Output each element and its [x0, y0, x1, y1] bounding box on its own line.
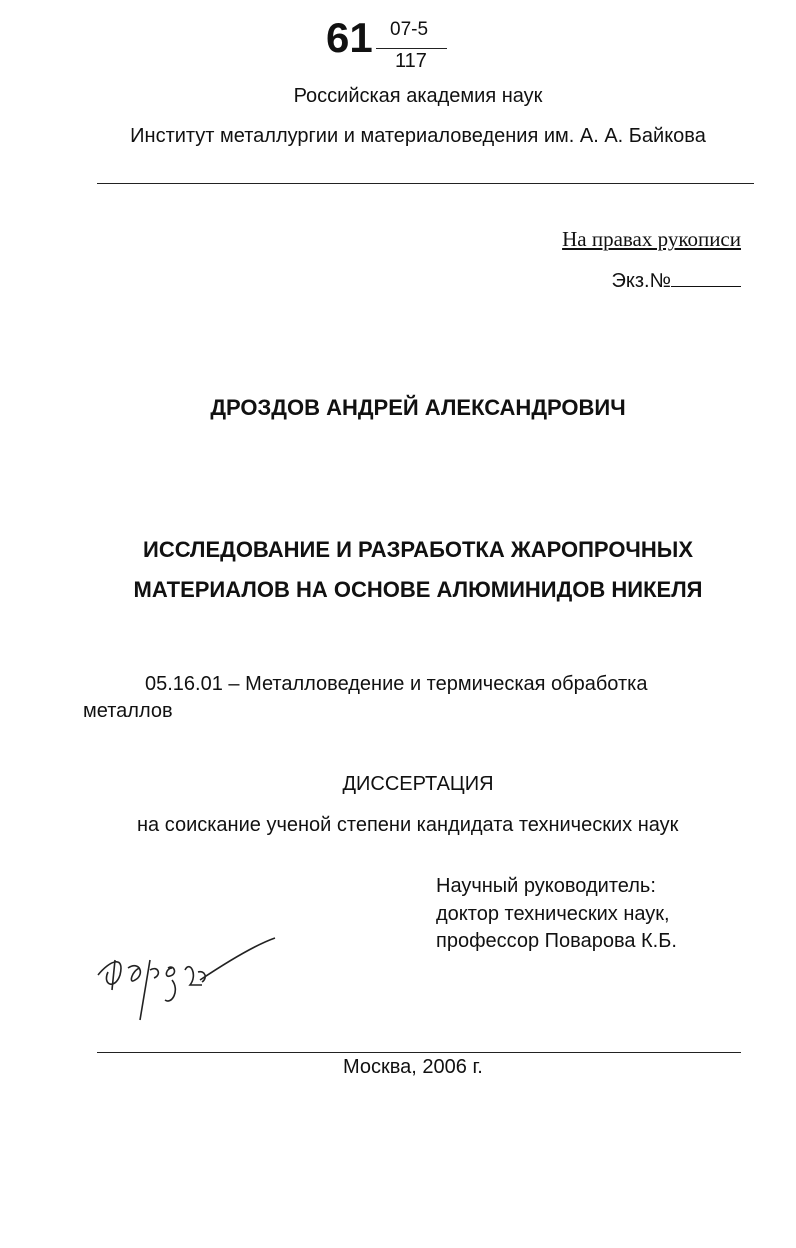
supervisor-line-3: профессор Поварова К.Б.	[436, 930, 677, 952]
code-denominator: 117	[395, 50, 427, 72]
place-year: Москва, 2006 г.	[343, 1056, 483, 1078]
copy-number	[611, 270, 741, 293]
rights-note: На правах рукописи	[562, 227, 741, 251]
code-main: 61	[326, 14, 373, 61]
title-line-1: ИССЛЕДОВАНИЕ И РАЗРАБОТКА ЖАРОПРОЧНЫХ	[143, 537, 693, 562]
document-type: ДИССЕРТАЦИЯ	[342, 773, 494, 795]
code-numerator: 07-5	[390, 19, 429, 40]
copy-number-blank	[671, 286, 741, 287]
signature	[90, 930, 285, 1025]
institute: Институт металлургии и материаловедения им. А. А. Байкова	[130, 125, 706, 147]
specialty-line-1: 05.16.01 – Металловедение и термическая обработка	[145, 673, 648, 695]
copy-label: Экз.№	[611, 270, 671, 292]
supervisor-line-1: Научный руководитель:	[436, 875, 656, 897]
code-fraction-line	[376, 48, 447, 49]
footer-divider	[97, 1052, 741, 1053]
author-name: ДРОЗДОВ АНДРЕЙ АЛЕКСАНДРОВИЧ	[210, 395, 626, 420]
header-divider	[97, 183, 754, 184]
supervisor-line-2: доктор технических наук,	[436, 903, 670, 925]
degree: на соискание ученой степени кандидата технических наук	[137, 814, 679, 836]
title-line-2: МАТЕРИАЛОВ НА ОСНОВЕ АЛЮМИНИДОВ НИКЕЛЯ	[133, 577, 703, 602]
organization: Российская академия наук	[293, 85, 543, 107]
specialty-line-2: металлов	[83, 700, 173, 722]
